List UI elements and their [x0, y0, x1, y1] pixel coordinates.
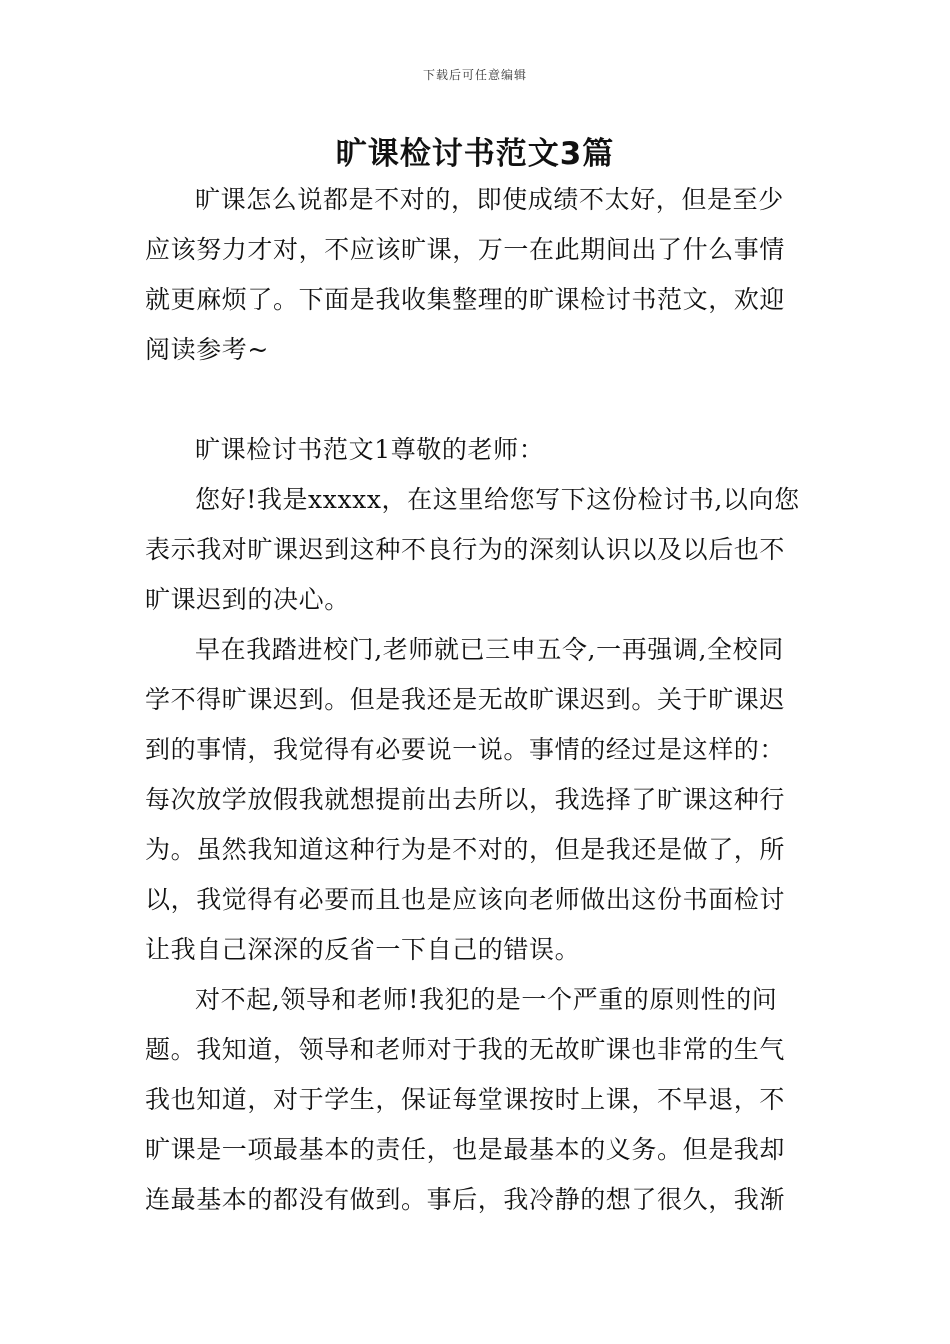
intro-block: [145, 175, 807, 375]
intro-paragraph: 旷课怎么说都是不对的，即使成绩不太好，但是至少应该努力才对，不应该旷课，万一在此期间出了什么事情就更麻烦了。下面是我收集整理的旷课检讨书范文，欢迎阅读参考~: [145, 185, 786, 364]
body-paragraph-3: 对不起,领导和老师!我犯的是一个严重的原则性的问题。我知道，领导和老师对于我的无故旷课也非常的生气我也知道，对于学生，保证每堂课按时上课，不早退，不旷课是一项最基本的责任，也是最基本的义务。但是我却连最基本的都没有做到。事后，我冷静的想了很久，我渐: [145, 985, 786, 1214]
section-1: [145, 425, 807, 1225]
header-note: 下载后可任意编辑: [422, 68, 527, 82]
section-heading: 旷课检讨书范文1尊敬的老师：: [195, 435, 545, 464]
page-title: 旷课检讨书范文3篇: [335, 136, 615, 172]
body-paragraph-2: 早在我踏进校门,老师就已三申五令,一再强调,全校同学不得旷课迟到。但是我还是无故旷课迟到。关于旷课迟到的事情，我觉得有必要说一说。事情的经过是这样的：每次放学放假我就想提前出去所以，我选择了旷课这种行为。虽然我知道这种行为是不对的，但是我还是做了，所以，我觉得有必要而且也是应该向老师做出这份书面检讨让我自己深深的反省一下自己的错误。: [145, 635, 786, 964]
body-paragraph-1: 您好!我是xxxxx，在这里给您写下这份检讨书,以向您表示我对旷课迟到这种不良行为的深刻认识以及以后也不旷课迟到的决心。: [145, 485, 800, 614]
